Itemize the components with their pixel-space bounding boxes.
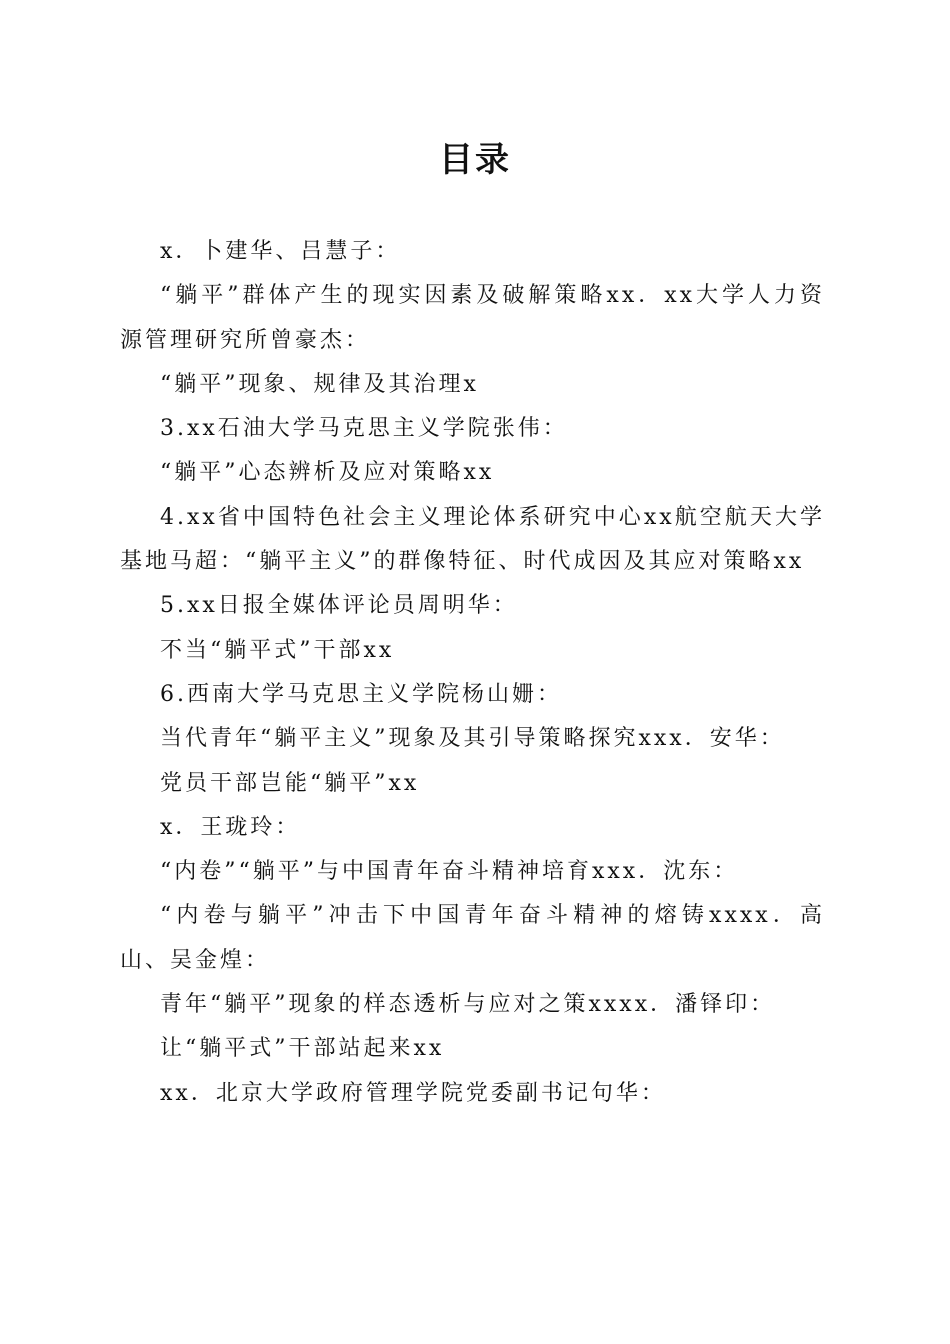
toc-entry: “躺平”心态辨析及应对策略xx: [160, 460, 495, 486]
toc-entry: 3.xx石油大学马克思主义学院张伟：: [160, 416, 568, 442]
table-of-contents: [120, 230, 825, 1116]
toc-entry: 青年“躺平”现象的样态透析与应对之策xxxx．潘铎印：: [160, 992, 776, 1018]
toc-entry: 不当“躺平式”干部xx: [160, 637, 395, 663]
toc-entry: “内卷与躺平”冲击下中国青年奋斗精神的熔铸xxxx．高山、吴金煌：: [120, 903, 825, 973]
toc-entry: x．王珑玲：: [160, 814, 301, 840]
toc-entry: x．卜建华、吕慧子：: [160, 239, 401, 264]
toc-entry: 4.xx省中国特色社会主义理论体系研究中心xx航空航天大学基地马超：“躺平主义”的群像特征、时代成因及其应对策略xx: [120, 504, 825, 575]
toc-entry: xx．北京大学政府管理学院党委副书记句华：: [160, 1080, 666, 1106]
toc-entry: 让“躺平式”干部站起来xx: [160, 1036, 445, 1062]
toc-entry: 当代青年“躺平主义”现象及其引导策略探究xxx．安华：: [160, 726, 785, 752]
toc-entry: “内卷”“躺平”与中国青年奋斗精神培育xxx．沈东：: [160, 859, 739, 885]
toc-entry: 党员干部岂能“躺平”xx: [160, 770, 420, 796]
toc-entry: “躺平”群体产生的现实因素及破解策略xx．xx大学人力资源管理研究所曾豪杰：: [120, 283, 825, 353]
toc-entry: 6.西南大学马克思主义学院杨山姗：: [160, 681, 562, 707]
toc-entry: “躺平”现象、规律及其治理x: [160, 371, 479, 397]
toc-entry: 5.xx日报全媒体评论员周明华：: [160, 593, 518, 619]
page-title: 目录: [439, 140, 511, 180]
